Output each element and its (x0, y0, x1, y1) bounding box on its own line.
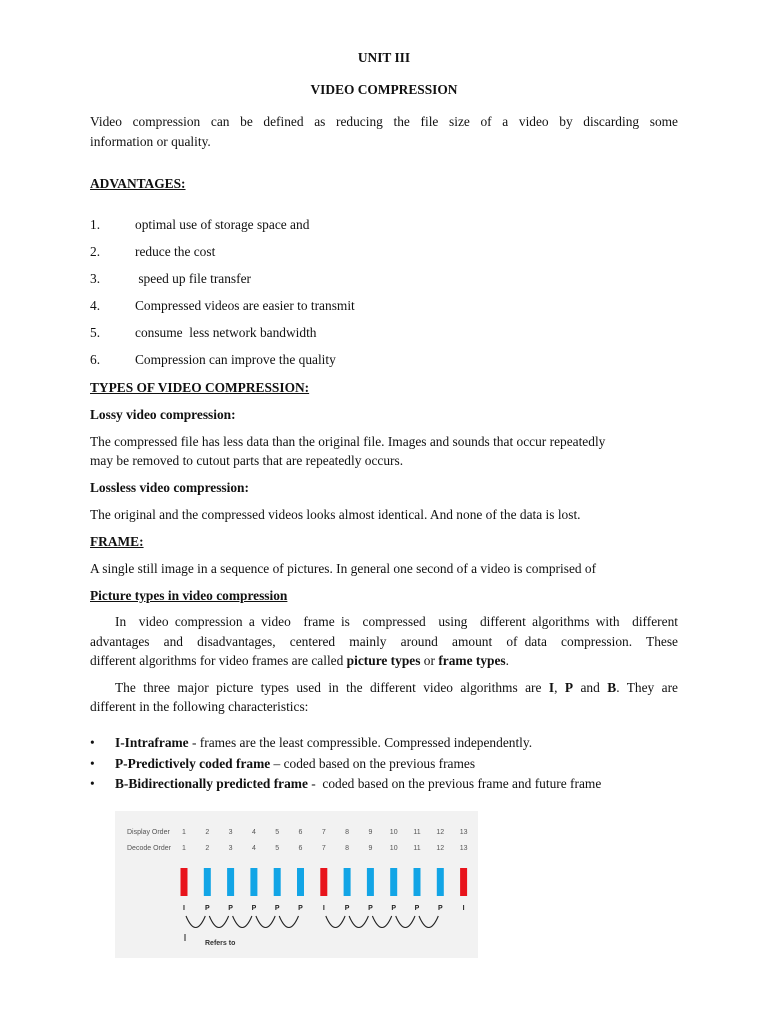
list-item: consume less network bandwidth (135, 325, 317, 340)
bullet-item (115, 756, 475, 772)
bullet-text: - frames are the least compressible. Compressed independently. (188, 735, 533, 750)
bullet-term: P-Predictively coded frame (115, 756, 271, 771)
lossy-line-1: The compressed file has less data than the original file. Images and sounds that occur repeatedly (90, 434, 606, 449)
decode-order-label: Decode Order (127, 845, 171, 852)
bullet-item (115, 776, 601, 792)
advantages-heading: ADVANTAGES: (90, 176, 186, 191)
reference-arc (419, 916, 438, 928)
decode-order-number: 9 (368, 845, 373, 852)
frame-order-figure (115, 811, 478, 958)
display-order-number: 3 (228, 829, 233, 836)
para2-text: The three major picture types used in the different video algorithms are (115, 680, 549, 695)
display-order-number: 9 (368, 829, 373, 836)
decode-order-number: 2 (205, 845, 210, 852)
bullet-term: B-Bidirectionally predicted frame (115, 776, 308, 791)
para2-line-1 (115, 678, 678, 698)
p-frame-bar (204, 868, 211, 896)
p-frame-bar (250, 868, 257, 896)
para2-bold-term: I (548, 680, 555, 695)
para2-text: and (573, 680, 608, 695)
list-item: reduce the cost (135, 244, 216, 259)
i-frame-bar (320, 868, 327, 896)
reference-arc (396, 916, 415, 928)
reference-arc (233, 916, 252, 928)
decode-order-number: 5 (275, 845, 280, 852)
decode-order-number: 3 (228, 845, 233, 852)
page-title: VIDEO COMPRESSION (310, 82, 458, 97)
list-item-number: 2. (90, 244, 101, 259)
para1-line-1: In video compression a video frame is compressed using different algorithms with different (115, 614, 678, 629)
bullet-text: - coded based on the previous frame and future frame (307, 776, 602, 791)
bullet-icon: • (90, 776, 95, 791)
picture-types-heading: Picture types in video compression (90, 588, 288, 603)
p-frame-bar (437, 868, 444, 896)
bullet-text: – coded based on the previous frames (270, 756, 476, 771)
list-item: optimal use of storage space and (135, 217, 310, 232)
decode-order-number: 10 (389, 845, 398, 852)
list-item: speed up file transfer (135, 271, 252, 286)
frame-type-label: I (322, 905, 325, 912)
types-heading: TYPES OF VIDEO COMPRESSION: (90, 380, 310, 395)
reference-arc (279, 916, 298, 928)
display-order-number: 7 (321, 829, 326, 836)
para2-bold-term: P (564, 680, 574, 695)
lossless-text: The original and the compressed videos looks almost identical. And none of the data is lost. (90, 507, 581, 522)
p-frame-bar (344, 868, 351, 896)
reference-arc (349, 916, 368, 928)
unit-title: UNIT III (357, 50, 411, 65)
frame-text: A single still image in a sequence of pictures. In general one second of a video is comprised of (90, 561, 597, 576)
frame-type-label: P (251, 905, 257, 912)
display-order-number: 12 (436, 829, 445, 836)
para2-line-2: different in the following characteristics: (90, 699, 309, 714)
display-order-number: 8 (345, 829, 350, 836)
bullet-term: I-Intraframe (115, 735, 189, 750)
p-frame-bar (367, 868, 374, 896)
frame-type-label: P (344, 905, 350, 912)
list-item: Compressed videos are easier to transmit (135, 298, 355, 313)
list-item-number: 3. (90, 271, 101, 286)
decode-order-number: 11 (413, 845, 421, 852)
i-frame-bar (181, 868, 188, 896)
display-order-number: 5 (275, 829, 280, 836)
display-order-number: 1 (182, 829, 186, 836)
para1-bold-term: frame types (438, 653, 506, 668)
para1-line-3 (90, 651, 678, 671)
display-order-number: 11 (413, 829, 421, 836)
frame-type-label: P (437, 905, 443, 912)
p-frame-bar (227, 868, 234, 896)
lossless-heading: Lossless video compression: (90, 480, 249, 495)
reference-arc (186, 916, 205, 928)
bullet-icon: • (90, 735, 95, 750)
intro-line-1: Video compression can be defined as reducing the file size of a video by discarding some (90, 114, 678, 129)
bullet-icon: • (90, 756, 95, 771)
frame-heading: FRAME: (90, 534, 144, 549)
frame-type-label: I (462, 905, 465, 912)
reference-arc (326, 916, 345, 928)
list-item-number: 6. (90, 352, 101, 367)
frame-order-diagram (115, 811, 478, 958)
para2-bold-term: B (607, 680, 617, 695)
decode-order-number: 4 (251, 845, 256, 852)
decode-order-number: 13 (459, 845, 468, 852)
list-item-number: 4. (90, 298, 101, 313)
decode-order-number: 7 (321, 845, 326, 852)
display-order-number: 13 (459, 829, 468, 836)
p-frame-bar (297, 868, 304, 896)
reference-arc (372, 916, 391, 928)
list-item-number: 1. (90, 217, 101, 232)
bullet-item (115, 735, 532, 751)
lossy-heading: Lossy video compression: (90, 407, 236, 422)
refers-to-label: Refers to (205, 940, 236, 947)
display-order-number: 2 (205, 829, 210, 836)
display-order-number: 6 (298, 829, 303, 836)
decode-order-number: 12 (436, 845, 445, 852)
p-frame-bar (414, 868, 421, 896)
decode-order-number: 6 (298, 845, 303, 852)
para1-text: or (420, 653, 439, 668)
frame-type-label: I (183, 905, 185, 912)
lossy-line-2: may be removed to cutout parts that are repeatedly occurs. (90, 453, 404, 468)
display-order-number: 10 (389, 829, 398, 836)
display-order-number: 4 (251, 829, 256, 836)
frame-type-label: P (204, 905, 210, 912)
intro-line-2: information or quality. (90, 134, 211, 149)
p-frame-bar (390, 868, 397, 896)
para1-text: . (505, 653, 509, 668)
frame-type-label: P (414, 905, 420, 912)
list-item: Compression can improve the quality (135, 352, 336, 367)
para1-line-2: advantages and disadvantages, centered mainly around amount of data compression. These (90, 634, 678, 649)
reference-arc (256, 916, 275, 928)
frame-type-label: P (391, 905, 397, 912)
frame-type-label: P (274, 905, 280, 912)
para1-bold-term: picture types (346, 653, 421, 668)
para1-text: different algorithms for video frames are called (90, 653, 347, 668)
i-frame-bar (460, 868, 467, 896)
display-order-label: Display Order (127, 829, 170, 836)
decode-order-number: 1 (182, 845, 186, 852)
reference-arc (209, 916, 228, 928)
frame-type-label: P (368, 905, 373, 912)
decode-order-number: 8 (345, 845, 350, 852)
frame-type-label: P (298, 905, 303, 912)
p-frame-bar (274, 868, 281, 896)
list-item-number: 5. (90, 325, 101, 340)
para2-text: , (554, 680, 565, 695)
para2-text: . They are (616, 680, 678, 695)
frame-type-label: P (228, 905, 233, 912)
